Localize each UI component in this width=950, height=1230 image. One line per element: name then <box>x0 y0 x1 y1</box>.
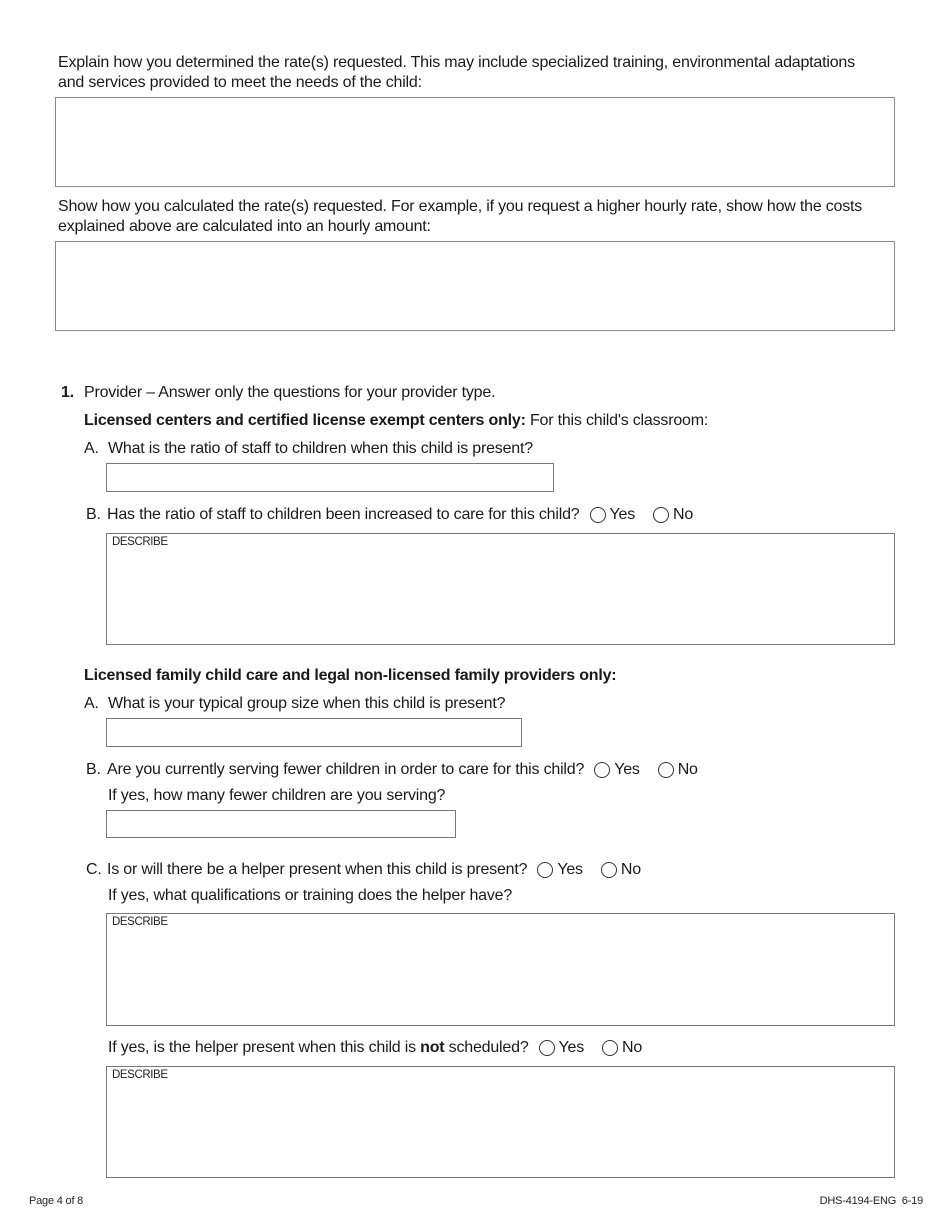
yes-label: Yes <box>614 761 640 778</box>
yes-label: Yes <box>557 861 583 878</box>
explain-prompt-line1: Explain how you determined the rate(s) requested. This may include specialized training, environmental adaptations <box>58 54 855 71</box>
yes-label: Yes <box>558 1039 585 1056</box>
describe-label: DESCRIBE <box>112 1069 168 1081</box>
describe-label: DESCRIBE <box>112 536 168 548</box>
question-number: 1. <box>61 384 74 401</box>
explain-prompt-line2: and services provided to meet the needs of the child: <box>58 74 422 91</box>
fewer-children-yes-radio[interactable] <box>594 762 610 778</box>
helper-not-scheduled-row <box>108 1038 642 1058</box>
family-b-followup: If yes, how many fewer children are you serving? <box>108 787 446 804</box>
family-a-question: What is your typical group size when this child is present? <box>108 695 506 712</box>
helper-not-scheduled-no-radio[interactable] <box>602 1040 618 1056</box>
group-size-input[interactable] <box>106 718 522 747</box>
family-c-row <box>107 860 641 880</box>
family-b-row <box>107 760 698 780</box>
family-c-followup: If yes, what qualifications or training does the helper have? <box>108 887 513 904</box>
no-label: No <box>620 861 641 878</box>
ratio-increased-yes-radio[interactable] <box>590 507 606 523</box>
question-intro: Provider – Answer only the questions for your provider type. <box>84 384 496 401</box>
family-c-letter: C. <box>86 861 102 878</box>
yes-label: Yes <box>609 506 636 523</box>
family-a-letter: A. <box>84 695 99 712</box>
family-c-question: Is or will there be a helper present when this child is present? <box>107 861 528 878</box>
centers-b-question: Has the ratio of staff to children been increased to care for this child? <box>107 506 580 523</box>
family-b-question: Are you currently serving fewer children in order to care for this child? <box>107 761 585 778</box>
ratio-increased-no-radio[interactable] <box>653 507 669 523</box>
page-number: Page 4 of 8 <box>29 1195 84 1207</box>
explain-rate-field[interactable] <box>55 97 895 187</box>
no-label: No <box>622 1039 643 1056</box>
centers-a-letter: A. <box>84 440 99 457</box>
centers-a-question: What is the ratio of staff to children when this child is present? <box>108 440 533 457</box>
centers-b-letter: B. <box>86 506 101 523</box>
fewer-children-no-radio[interactable] <box>658 762 674 778</box>
calculation-field[interactable] <box>55 241 895 331</box>
helper-not-scheduled-yes-radio[interactable] <box>539 1040 555 1056</box>
describe-label: DESCRIBE <box>112 916 168 928</box>
no-label: No <box>673 506 694 523</box>
centers-b-row <box>107 505 693 525</box>
centers-heading: Licensed centers and certified license exempt centers only: For this child's classroom: <box>84 412 709 429</box>
family-b-letter: B. <box>86 761 101 778</box>
no-label: No <box>677 761 698 778</box>
show-prompt-line2: explained above are calculated into an hourly amount: <box>58 218 431 235</box>
helper-not-scheduled-field[interactable] <box>106 1066 895 1178</box>
ratio-describe-field[interactable] <box>106 533 895 645</box>
fewer-children-input[interactable] <box>106 810 456 838</box>
helper-not-scheduled-question: If yes, is the helper present when this child is not scheduled? <box>108 1039 529 1056</box>
staff-ratio-input[interactable] <box>106 463 554 492</box>
helper-present-no-radio[interactable] <box>601 862 617 878</box>
family-heading: Licensed family child care and legal non-licensed family providers only: <box>84 667 617 684</box>
helper-qualifications-field[interactable] <box>106 913 895 1026</box>
show-prompt-line1: Show how you calculated the rate(s) requested. For example, if you request a higher hourly rate, show how the costs <box>58 198 863 215</box>
form-number: DHS-4194-ENG 6-19 <box>819 1195 923 1207</box>
helper-present-yes-radio[interactable] <box>537 862 553 878</box>
